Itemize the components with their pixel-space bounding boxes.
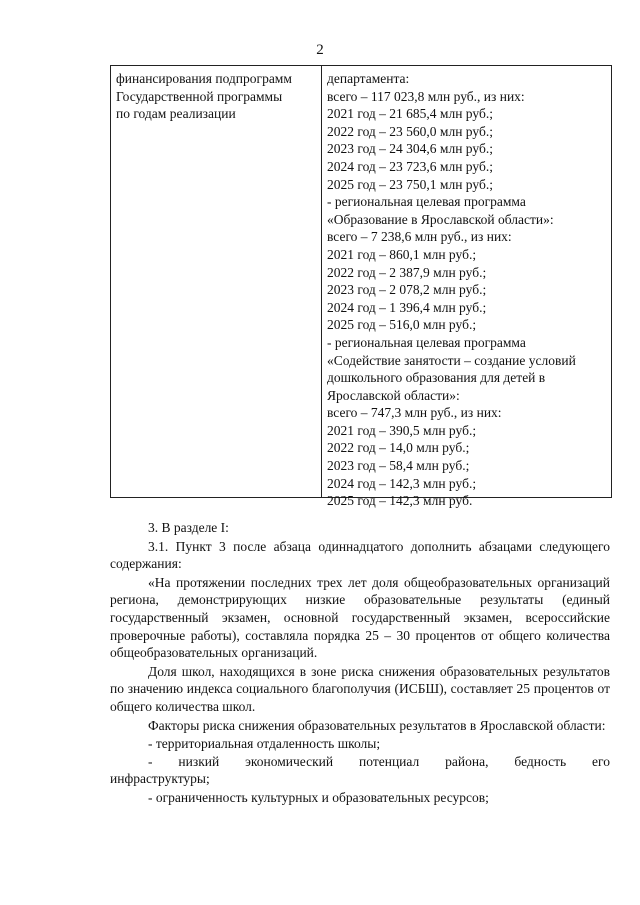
table-right-line: 2025 год – 142,3 млн руб. (327, 493, 473, 509)
word: его (592, 753, 610, 769)
page-number: 2 (316, 42, 324, 58)
word: - (148, 753, 153, 769)
table-right-line: департамента: (327, 71, 410, 86)
word: района, (445, 753, 489, 769)
table-right-line: «Содействие занятости – создание условий (327, 352, 576, 368)
table-right-line: 2025 год – 23 750,1 млн руб.; (327, 176, 493, 192)
table-right-line: 2022 год – 23 560,0 млн руб.; (327, 123, 493, 139)
table-right-line: всего – 747,3 млн руб., из них: (327, 405, 502, 421)
bullet-economic-continuation: инфраструктуры; (110, 771, 210, 787)
financing-table (110, 65, 612, 509)
table-right-line: 2023 год – 24 304,6 млн руб.; (327, 141, 493, 157)
table-left-cell (116, 70, 316, 123)
table-left-line: финансирования подпрограмм (116, 71, 292, 86)
word: потенциал (359, 753, 420, 769)
word: бедность (514, 753, 567, 769)
table-right-line: - региональная целевая программа (327, 194, 526, 210)
table-right-line: 2021 год – 390,5 млн руб.; (327, 422, 477, 438)
paragraph-item-3-1: 3.1. Пункт 3 после абзаца одиннадцатого дополнить абзацами следующего содержания: (110, 538, 610, 572)
table-right-line: - региональная целевая программа (327, 334, 526, 350)
table-right-line: 2021 год – 21 685,4 млн руб.; (327, 106, 493, 122)
paragraph-quote-1: «На протяжении последних трех лет доля общеобразовательных организаций региона, демонстрирующих низкие образовательные результаты (единый государственный экзамен, основной государственный экзамен, всероссийские проверочные работы), составляла порядка 25 – 30 процентов от общего количества общеобразовательных организаций. (110, 574, 610, 661)
table-right-line: 2025 год – 516,0 млн руб.; (327, 317, 477, 333)
bullet-cultural: - ограниченность культурных и образовательных ресурсов; (148, 789, 489, 805)
table-left-line: по годам реализации (116, 106, 236, 122)
paragraph-quote-3: Факторы риска снижения образовательных результатов в Ярославской области: (148, 717, 606, 733)
table-right-line: «Образование в Ярославской области»: (327, 211, 554, 227)
table-right-cell (327, 70, 609, 510)
table-right-line: 2023 год – 2 078,2 млн руб.; (327, 282, 487, 298)
table-column-divider (321, 66, 322, 497)
table-right-line: 2024 год – 23 723,6 млн руб.; (327, 158, 493, 174)
bullet-economic-line (148, 753, 610, 771)
table-right-line: всего – 7 238,6 млн руб., из них: (327, 229, 512, 245)
document-body (110, 519, 610, 807)
table-left-line: Государственной программы (116, 88, 283, 104)
table-right-line: 2022 год – 2 387,9 млн руб.; (327, 264, 487, 280)
table-right-line: всего – 117 023,8 млн руб., из них: (327, 88, 525, 104)
table-right-line: 2022 год – 14,0 млн руб.; (327, 440, 470, 456)
table-right-line: 2024 год – 142,3 млн руб.; (327, 475, 477, 491)
table-right-line: 2021 год – 860,1 млн руб.; (327, 246, 477, 262)
bullet-territorial: - территориальная отдаленность школы; (148, 736, 381, 752)
table-right-line: дошкольного образования для детей в (327, 370, 546, 386)
word: экономический (245, 753, 334, 769)
paragraph-quote-2: Доля школ, находящихся в зоне риска снижения образовательных результатов по значению индекса социального благополучия (ИСБШ), составляет 25 процентов от общего количества школ. (110, 663, 610, 714)
bullet-economic (110, 753, 610, 771)
table-right-line: 2023 год – 58,4 млн руб.; (327, 458, 470, 474)
table-right-line: Ярославской области»: (327, 387, 460, 403)
table-right-line: 2024 год – 1 396,4 млн руб.; (327, 299, 487, 315)
word: низкий (178, 753, 220, 769)
section-heading: 3. В разделе I: (148, 520, 229, 535)
